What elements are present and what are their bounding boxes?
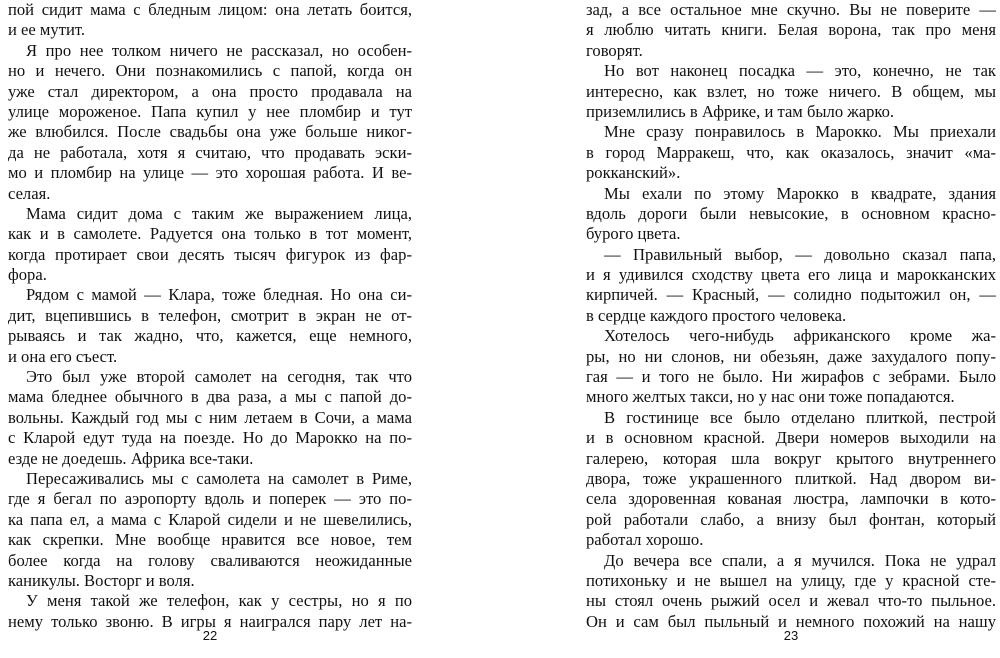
text-line: Я про нее толком ничего не рассказал, но особен- — [26, 40, 412, 60]
text-line: двора, тоже украшенного плиткой. Над двором ви- — [586, 468, 996, 488]
text-line: рываясь и так жадно, что, кажется, еще немного, — [8, 326, 412, 346]
text-line: вольны. Каждый год мы с ним летаем в Сочи, а мама — [8, 407, 412, 427]
text-line: Хотелось чего-нибудь африканского кроме жа- — [604, 326, 996, 346]
text-line: когда протирает свои десять тысяч фигурок из фар- — [8, 244, 412, 264]
text-line: нему только звоню. В игры я наигрался пару лет на- — [8, 611, 412, 631]
text-line: приземлились в Африке, и там было жарко. — [586, 101, 895, 121]
text-line: Он и сам был пыльный и немного похожий на нашу — [586, 611, 996, 631]
right-page-text — [586, 0, 996, 632]
text-line: дит, вцепившись в телефон, смотрит в экран не от- — [8, 305, 412, 325]
text-line: В гостинице все было отделано плиткой, пестрой — [604, 407, 996, 427]
text-line: зад, а все остальное мне скучно. Вы не поверите — — [586, 0, 996, 19]
text-line: села здоровенная кованая люстра, лампочки в кото- — [586, 489, 996, 509]
text-line: До вечера все спали, а я мучился. Пока не удрал — [604, 550, 996, 570]
text-line: уже стал директором, а она просто продавала на — [8, 81, 412, 101]
page-number-right: 23 — [783, 628, 799, 643]
text-line: пой сидит мама с бледным лицом: она летать боится, — [8, 0, 412, 19]
text-line: мо и пломбир на улице — это хорошая работа. И ве- — [8, 163, 412, 183]
text-line: каникулы. Восторг и воля. — [8, 570, 195, 590]
text-line: Мама сидит дома с таким же выражением лица, — [26, 203, 412, 223]
text-line: бурого цвета. — [586, 224, 681, 244]
text-line: вдоль дороги были невысокие, в основном красно- — [586, 203, 996, 223]
text-line: Пересаживались мы с самолета на самолет в Риме, — [26, 468, 412, 488]
text-line: галерею, которая шла вокруг крытого внутреннего — [586, 448, 996, 468]
text-line: Но вот наконец посадка — это, конечно, не так — [604, 61, 996, 81]
text-line: Это был уже второй самолет на сегодня, так что — [26, 367, 412, 387]
text-line: более когда на голову сваливаются неожиданные — [8, 550, 412, 570]
text-line: где я бегал по аэропорту вдоль и поперек — это по- — [8, 489, 412, 509]
text-line: и ее мутит. — [8, 20, 85, 40]
text-line: Мне сразу понравилось в Марокко. Мы приехали — [604, 122, 996, 142]
text-line: как скрепки. Мне вообще нравится все новое, тем — [8, 530, 412, 550]
text-line: работал хорошо. — [586, 530, 704, 550]
text-line: же влюбился. После свадьбы она уже больше никог- — [8, 122, 412, 142]
text-line: но и нечего. Они познакомились с папой, когда он — [8, 61, 412, 81]
text-line: ка папа ел, а мама с Кларой сидели и не шевелились, — [8, 509, 412, 529]
text-line: рой работали слабо, а внизу был фонтан, который — [586, 509, 996, 529]
text-line: и я удивился сходству цвета его лица и марокканских — [586, 265, 996, 285]
text-line: ры, но ни слонов, ни обезьян, даже захудалого попу- — [586, 346, 996, 366]
text-line: с Кларой едут туда на поезде. Но до Марокко на по- — [8, 428, 412, 448]
text-line: рокканский». — [586, 163, 681, 183]
text-line: да не работала, хотя я считаю, что продавать эски- — [8, 142, 412, 162]
text-line: и в основном красной. Двери номеров выходили на — [586, 428, 996, 448]
page-number-left: 22 — [202, 628, 218, 643]
text-line: селая. — [8, 183, 51, 203]
text-line: в город Марракеш, что, как оказалось, значит «ма- — [586, 142, 996, 162]
text-line: потихоньку и не вышел на улицу, где у красной сте- — [586, 570, 996, 590]
text-line: в сердце каждого простого человека. — [586, 305, 847, 325]
text-line: улице мороженое. Папа купил у нее пломбир и тут — [8, 101, 412, 121]
text-line: фора. — [8, 265, 47, 285]
text-line: Мы ехали по этому Марокко в квадрате, здания — [604, 183, 996, 203]
text-line: гая — и того не было. Ни жирафов с зебрами. Было — [586, 367, 996, 387]
text-line: У меня такой же телефон, как у сестры, но я по — [26, 591, 412, 611]
text-line: много желтых такси, но у нас они тоже попадаются. — [586, 387, 955, 407]
text-line: говорят. — [586, 40, 643, 60]
text-line: — Правильный выбор, — довольно сказал папа, — [604, 244, 996, 264]
text-line: мама бледнее обычного в два раза, а мы с папой до- — [8, 387, 412, 407]
text-line: Рядом с мамой — Клара, тоже бледная. Но она си- — [26, 285, 412, 305]
text-line: ны стоял очень рыжий осел и жевал что-то пыльное. — [586, 591, 996, 611]
text-line: я люблю читать книги. Белая ворона, так про меня — [586, 20, 996, 40]
text-line: кирпичей. — Красный, — солидно подытожил он, — — [586, 285, 996, 305]
text-line: езде не доедешь. Африка все-таки. — [8, 448, 254, 468]
left-page-text — [8, 0, 412, 632]
text-line: как и в самолете. Радуется она только в тот момент, — [8, 224, 412, 244]
text-line: и она его съест. — [8, 346, 118, 366]
text-line: интересно, как взлет, но тоже ничего. В общем, мы — [586, 81, 996, 101]
